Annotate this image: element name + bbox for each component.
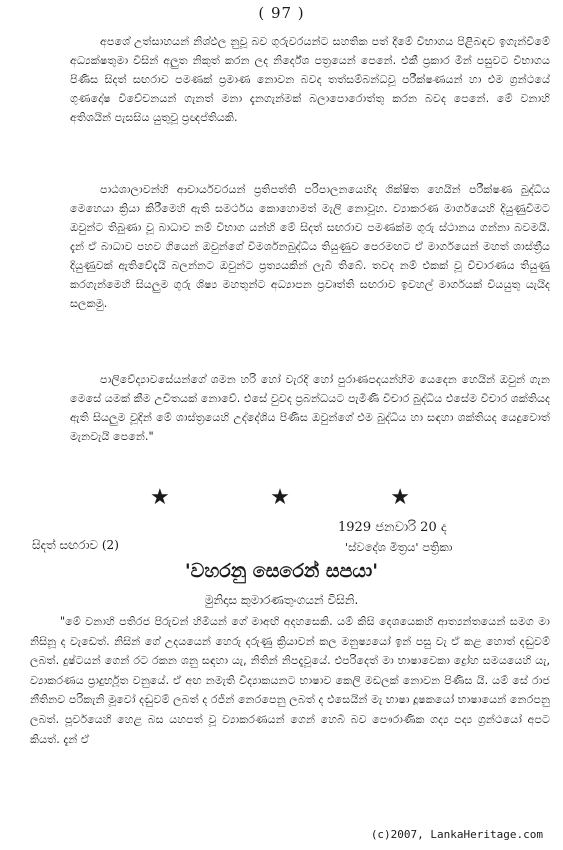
star-icon: ★ — [270, 485, 290, 510]
paragraph-3: පාලිවේද්‍යාවසේයන්ගේ ශමන හරි හෝ වැරදි හෝ පුරාණපදයන්හිම යෙදෙන හෙයින් ඔවුන් ගැන මෙසේ යමක් කීම උචිතයක් නොවේ. එසේ වුවද ප්‍රබන්ධයට පැමිණි විචාර බුද්ධිය එසේම විචාර ශක්තියද ඇති සියලුම වූදින් මේ ශාස්ත්‍රයෙහි උද්දේශිය පිණිස ඔවුන්ගේ එම බුද්ධිය හා සඳහා ශක්තියද යෙදුවොත් මැනවැයි පෙනේ." — [70, 373, 550, 443]
publication-source: 'ස්වදේශ මිත්‍රය' පත්‍රිකා — [345, 540, 453, 554]
article-title: 'වහරනු සෙරෙන් සපයා' — [184, 560, 379, 582]
page-number: ( 97 ) — [258, 4, 305, 22]
copyright-notice: (c)2007, LankaHeritage.com — [370, 828, 543, 841]
paragraph-2: පාඨශාලාවන්හි ආචාර්යවරයන් ප්‍රතිපත්ති පරිපාලනයෙහිද ශික්ෂිත හෙයින් පරීක්ෂණ බුද්ධිය මෙහෙයා ක්‍රියා කිරීමෙහි ඇති සමර්ථය කොහොමත් මැලි නොවූහ. ව්‍යාකරණ මාර්ගයෙහි දියුණුවීමට ඔවුන්ට තිබුණා වූ බාධාව නම් විභාග යන්හි මේ සිදත් සඟරාව පමණක්ම ගුරු ස්ථානය ගන්නා බවමයි. දැන් ඒ බාධාව පහව ගියෙන් ඔවුන්ගේ විමර්ශනබුද්ධිය තියුණුව පෙරමඟට ඒ මාර්ගයෙන් මහත් ශාස්ත්‍රීය දියුණුවක් ඇතිවේදැයි බලන්නට ඔවුන්ට ප්‍රත්‍යයකින් ලැබී තිබේ. තවද නම් එකක් වූ විචාරණය තියුණු කරගැන්මෙහි සියලුම ගුරු ශිෂ්‍ය මහතුන්ට අධ්‍යාපන ප්‍රවෘත්ති සඟරාව ඉවහල් මාර්ගයක් වියයුතු යැයිද සලකමු. — [70, 183, 550, 310]
byline: මුනිදාස කුමාරණතුංගයන් විසිනි. — [204, 593, 359, 607]
series-label: සිදත් සඟරාව (2) — [32, 538, 119, 552]
star-icon: ★ — [390, 485, 410, 510]
publication-date: 1929 ජනවාරි 20 ද — [338, 520, 447, 535]
paragraph-4: "මේ වනාහි පතිරජ පිරුවන් හිමියන් ගේ මාඅඟි අදහසෙකි. යම් කිසි දෙශයෙකහි ආත්‍යන්තයෙන් සමග මා නිසිනූ ද වැඩෙත්. නිසින් ගේ උදයයෙන් හෙරු දරුණු ක්‍රියාවන් කල මනුෂ්‍යයෝ ඉන් පසු වැ ඒ කළ හොත් දඬුවම් ලබත්. දුෂ්ටයන් ගෙන් රට රකන ශනු සඳහා යැ, නිතින් නිපදැවූයේ. එපරිදෙත් මා භාෂාවෙකා ද්‍රෝහ සමයයෙහි යැ, ව්‍යාකරණය ප්‍රාදුර්භූත වනුයේ. ඒ අඟ නමැති විද්‍යාකයනට භාෂාව කෙලි මඩලක් නොවන පිණිස යි. යම් සේ රාජ නීතිනව පරිකැනි මූවෝ දඬුවම් ලබත් ද රජින් නෙරපෙනු ලබත් ද එසෙයින් මැ භාෂා දූෂකයෝ භාෂායෙන් නෙරපනු ලබත්. පූර්වයෙහි හෙළ බස යහපත් වූ ව්‍යාකරණයන් ගෙන් හෙබි බව පෞරාණික ගද්‍ය පද්‍ය ග්‍රන්ථයෝ අපට කියත්. දැන් ඒ — [30, 615, 550, 746]
paragraph-1: අපශේ උත්සාහයන් නිශ්ඵල නුවූ බව ගුරුවරයන්ට සහතික පත් දීමේ විභාගය පිළිබඳව ඉගැන්වීමේ අධ්‍යක්ෂතුමා විසින් අලුත නිකුත් කරන ලද නිර්දේශ පත්‍රයෙන් පෙනේ. එකී ප්‍රකාර මින් පසුවට විභාගය පිණිස සිදත් සඟරාව පමණක් ප්‍රමාණ නොවන බවද තත්සම්බන්ධවූ පරීක්ෂණයන් හා එම ග්‍රන්ථයේ ගුණදෝෂ විවේචනයන් ගැනත් මනා දැනගැන්මක් බලාපොරොත්තු කරන බවද පෙනේ. මේ වනාහි අතිශයින් පැසසිය යුතුවූ ප්‍රඥප්තියකි. — [70, 35, 550, 124]
star-divider — [150, 485, 410, 510]
star-icon: ★ — [150, 485, 170, 510]
